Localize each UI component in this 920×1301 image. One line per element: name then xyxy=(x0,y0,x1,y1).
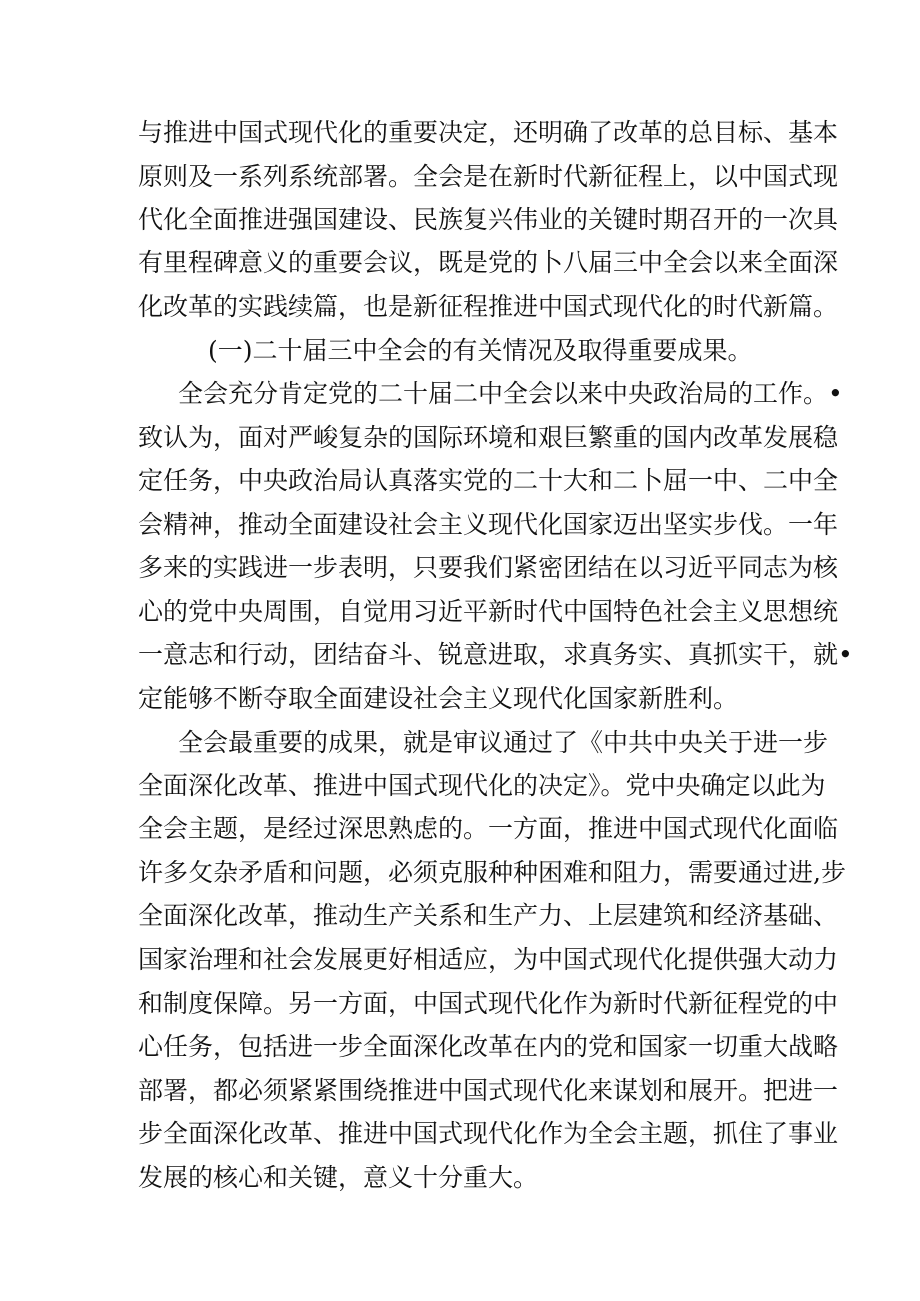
text-line: 化改革的实践续篇，也是新征程推进中国式现代化的时代新篇。 xyxy=(138,292,839,321)
text-line: 定任务，中央政治局认真落实党的二十大和二卜屈一中、二中全 xyxy=(138,466,839,495)
text-line: 许多攵杂矛盾和问题，必须克服种种困难和阻力，需要通过进,步 xyxy=(138,858,846,887)
text-line: 部署，都必须紧紧围绕推进中国式现代化来谋划和展开。把进一 xyxy=(138,1076,839,1105)
text-line: 步全面深化改革、推进中国式现代化作为全会主题，抓住了事业 xyxy=(138,1119,839,1148)
text-line: 与推进中国式现代化的重要决定，还明确了改革的总目标、基本 xyxy=(138,118,839,147)
text-line: 全面深化改革，推动生产关系和生产力、上层建筑和经济基础、 xyxy=(138,901,839,930)
text-line: 心任务，包括进一步全面深化改革在内的党和国家一切重大战略 xyxy=(138,1032,839,1061)
text-line: 有里程碑意义的重要会议，既是党的卜八届三中全会以来全面深 xyxy=(138,248,839,277)
text-line: 定能够不断夺取全面建设社会主义现代化国家新胜利。 xyxy=(138,684,739,713)
text-line: 全会主题，是经过深思熟虑的。一方面，推进中国式现代化面临 xyxy=(138,814,839,843)
paragraph-first-line: 全会最重要的成果，就是审议通过了《中共中央关于进一步 xyxy=(178,728,829,757)
text-line: 代化全面推进强国建设、民族复兴伟业的关键时期召开的一次具 xyxy=(138,205,839,234)
text-line: 多来的实践进一步表明，只要我们紧密团结在以习近平同志为核 xyxy=(138,553,839,582)
text-line: 国家治理和社会发展更好相适应，为中国式现代化提供强大动力 xyxy=(138,945,839,974)
text-line: 一意志和行动，团结奋斗、锐意进取，求真务实、真抓实干，就• xyxy=(138,640,853,669)
text-line: 会精神，推动全面建设社会主义现代化国家迈出坚实步伐。一年 xyxy=(138,510,839,539)
text-line: 原则及一系列系统部署。全会是在新时代新征程上，以中国式现 xyxy=(138,162,839,191)
text-line: 致认为，面对严峻复杂的国际环境和艰巨繁重的国内改革发展稳 xyxy=(138,423,839,452)
paragraph-first-line: 全会充分肯定党的二十届二中全会以来中央政治局的工作。• xyxy=(178,379,843,408)
text-line: 全面深化改革、推进中国式现代化的决定》。党中央确定以此为 xyxy=(138,771,826,800)
text-line: 和制度保障。另一方面，中国式现代化作为新时代新征程党的中 xyxy=(138,989,839,1018)
section-heading: (一)二十届三中全会的有关情况及取得重要成果。 xyxy=(208,336,753,365)
text-line: 发展的核心和关键，意义十分重大。 xyxy=(138,1163,539,1192)
text-line: 心的党中央周围，自觉用习近平新时代中国特色社会主义思想统 xyxy=(138,597,839,626)
